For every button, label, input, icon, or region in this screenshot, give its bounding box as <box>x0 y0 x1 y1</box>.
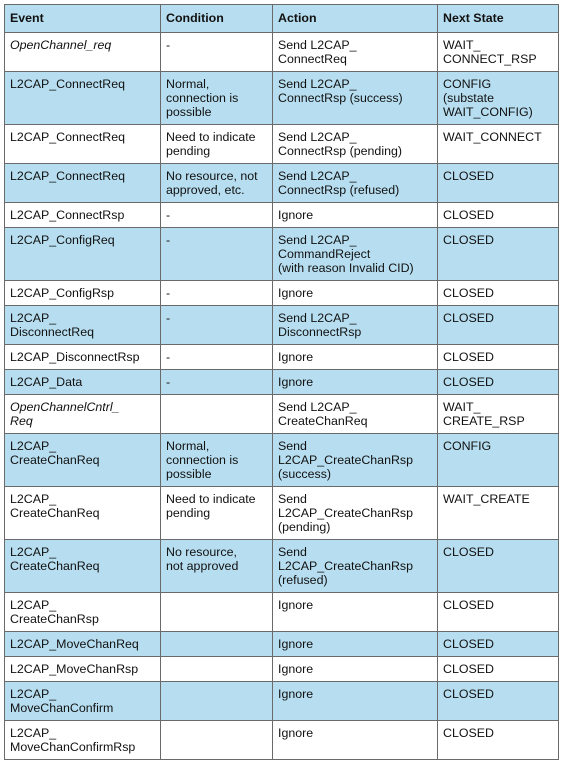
cell-event: L2CAP_ DisconnectReq <box>5 306 161 345</box>
cell-event: L2CAP_ConnectReq <box>5 125 161 164</box>
cell-condition: Normal, connection is possible <box>161 72 273 125</box>
cell-action: Ignore <box>273 657 438 682</box>
table-row <box>5 540 559 593</box>
table-row <box>5 306 559 345</box>
cell-next-state: CLOSED <box>438 370 559 395</box>
cell-event: L2CAP_ConfigReq <box>5 228 161 281</box>
cell-next-state: CLOSED <box>438 540 559 593</box>
cell-next-state: CLOSED <box>438 164 559 203</box>
cell-action: Ignore <box>273 682 438 721</box>
cell-condition: - <box>161 370 273 395</box>
state-table <box>4 4 559 760</box>
cell-event: L2CAP_Data <box>5 370 161 395</box>
cell-next-state: CLOSED <box>438 682 559 721</box>
table-row <box>5 395 559 434</box>
cell-next-state: CLOSED <box>438 345 559 370</box>
cell-next-state: CLOSED <box>438 593 559 632</box>
cell-action: Ignore <box>273 721 438 760</box>
table-row <box>5 33 559 72</box>
cell-condition: Need to indicate pending <box>161 487 273 540</box>
cell-action: Send L2CAP_ ConnectRsp (pending) <box>273 125 438 164</box>
header-condition: Condition <box>161 5 273 33</box>
cell-event: L2CAP_DisconnectRsp <box>5 345 161 370</box>
cell-next-state: CLOSED <box>438 657 559 682</box>
cell-action: Send L2CAP_CreateChanRsp (success) <box>273 434 438 487</box>
cell-event: L2CAP_ CreateChanReq <box>5 487 161 540</box>
table-row <box>5 632 559 657</box>
table-row <box>5 593 559 632</box>
cell-next-state: WAIT_ CREATE_RSP <box>438 395 559 434</box>
cell-action: Send L2CAP_CreateChanRsp (refused) <box>273 540 438 593</box>
cell-action: Send L2CAP_ ConnectRsp (success) <box>273 72 438 125</box>
cell-event: L2CAP_ CreateChanReq <box>5 540 161 593</box>
cell-event: L2CAP_ConnectReq <box>5 164 161 203</box>
cell-next-state: CONFIG <box>438 434 559 487</box>
cell-condition: Need to indicate pending <box>161 125 273 164</box>
table-body <box>5 33 559 760</box>
cell-event: OpenChannel_req <box>5 33 161 72</box>
cell-action: Send L2CAP_ DisconnectRsp <box>273 306 438 345</box>
cell-event: L2CAP_MoveChanReq <box>5 632 161 657</box>
cell-condition <box>161 721 273 760</box>
table-row <box>5 281 559 306</box>
cell-condition: - <box>161 345 273 370</box>
table-row <box>5 228 559 281</box>
table-row <box>5 72 559 125</box>
cell-event: L2CAP_ConnectReq <box>5 72 161 125</box>
table-row <box>5 125 559 164</box>
cell-event: L2CAP_ MoveChanConfirm <box>5 682 161 721</box>
cell-condition <box>161 657 273 682</box>
table-row <box>5 345 559 370</box>
cell-condition <box>161 593 273 632</box>
table-row <box>5 721 559 760</box>
cell-next-state: CLOSED <box>438 632 559 657</box>
cell-event: L2CAP_ConfigRsp <box>5 281 161 306</box>
table-row <box>5 657 559 682</box>
table-row <box>5 434 559 487</box>
cell-event: OpenChannelCntrl_ Req <box>5 395 161 434</box>
cell-next-state: CLOSED <box>438 281 559 306</box>
cell-next-state: CLOSED <box>438 306 559 345</box>
cell-next-state: WAIT_ CONNECT_RSP <box>438 33 559 72</box>
table-row <box>5 682 559 721</box>
cell-condition: - <box>161 33 273 72</box>
table-row <box>5 203 559 228</box>
header-action: Action <box>273 5 438 33</box>
cell-action: Send L2CAP_ CreateChanReq <box>273 395 438 434</box>
cell-next-state: WAIT_CREATE <box>438 487 559 540</box>
cell-event: L2CAP_ MoveChanConfirmRsp <box>5 721 161 760</box>
cell-condition: - <box>161 203 273 228</box>
cell-next-state: CLOSED <box>438 203 559 228</box>
cell-action: Ignore <box>273 345 438 370</box>
header-next-state: Next State <box>438 5 559 33</box>
table-row <box>5 164 559 203</box>
cell-action: Send L2CAP_ ConnectRsp (refused) <box>273 164 438 203</box>
cell-condition: Normal, connection is possible <box>161 434 273 487</box>
cell-condition: - <box>161 306 273 345</box>
cell-action: Send L2CAP_ CommandReject (with reason Invalid CID) <box>273 228 438 281</box>
cell-action: Ignore <box>273 281 438 306</box>
cell-condition <box>161 395 273 434</box>
cell-condition <box>161 632 273 657</box>
cell-next-state: WAIT_CONNECT <box>438 125 559 164</box>
cell-action: Ignore <box>273 632 438 657</box>
cell-action: Ignore <box>273 370 438 395</box>
cell-action: Ignore <box>273 593 438 632</box>
cell-action: Ignore <box>273 203 438 228</box>
table-row <box>5 487 559 540</box>
cell-next-state: CONFIG (substate WAIT_CONFIG) <box>438 72 559 125</box>
header-event: Event <box>5 5 161 33</box>
cell-action: Send L2CAP_ ConnectReq <box>273 33 438 72</box>
table-row <box>5 370 559 395</box>
cell-event: L2CAP_ CreateChanReq <box>5 434 161 487</box>
cell-next-state: CLOSED <box>438 228 559 281</box>
cell-condition <box>161 682 273 721</box>
cell-condition: No resource, not approved, etc. <box>161 164 273 203</box>
cell-condition: - <box>161 228 273 281</box>
cell-event: L2CAP_ CreateChanRsp <box>5 593 161 632</box>
cell-condition: - <box>161 281 273 306</box>
cell-next-state: CLOSED <box>438 721 559 760</box>
cell-action: Send L2CAP_CreateChanRsp (pending) <box>273 487 438 540</box>
table-header-row <box>5 5 559 33</box>
cell-event: L2CAP_MoveChanRsp <box>5 657 161 682</box>
cell-condition: No resource, not approved <box>161 540 273 593</box>
cell-event: L2CAP_ConnectRsp <box>5 203 161 228</box>
